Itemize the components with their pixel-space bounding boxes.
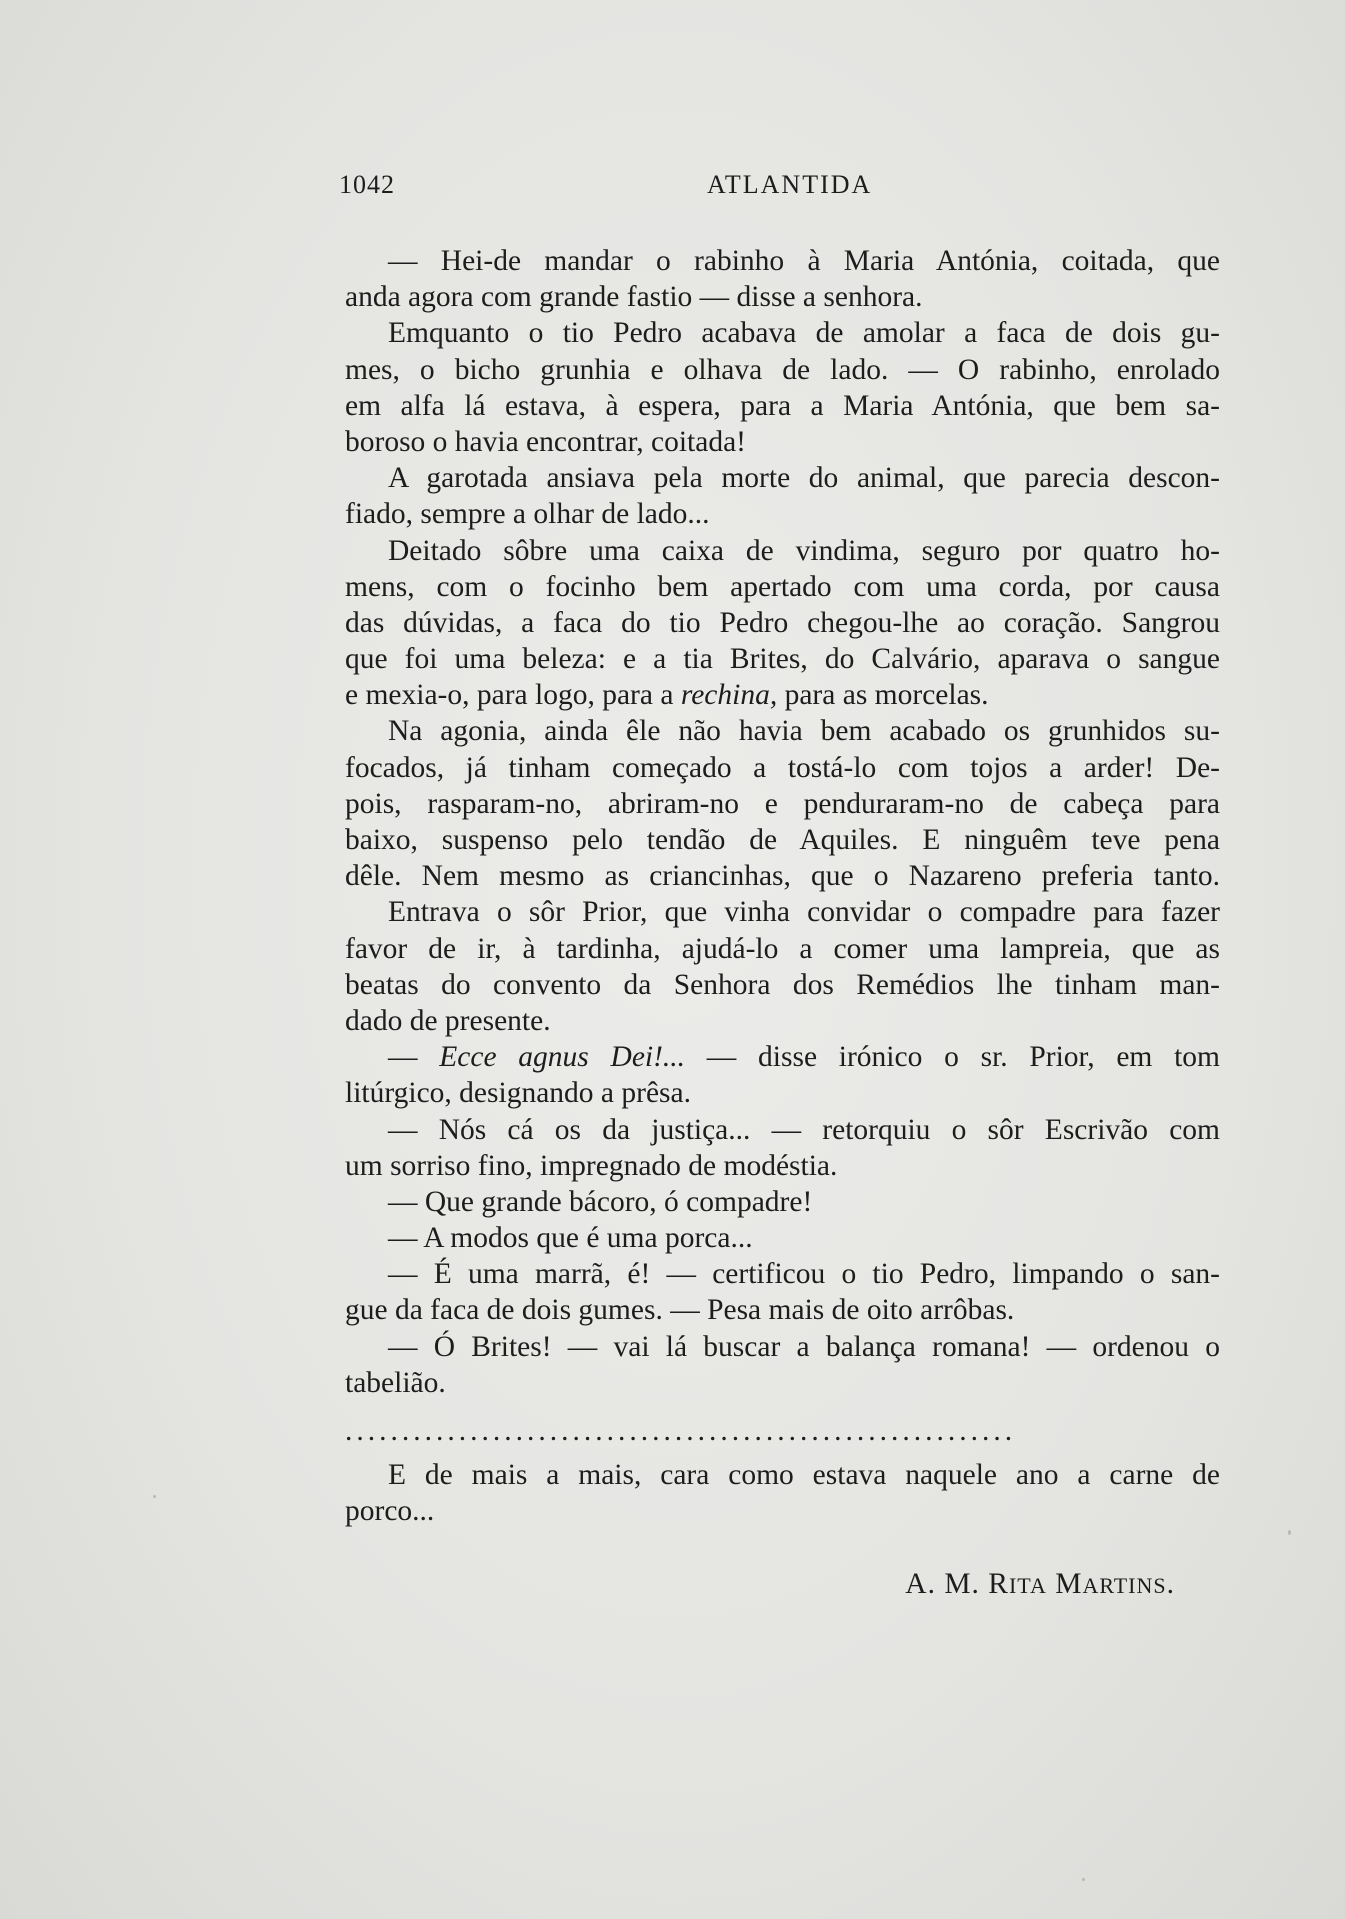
article-body [345, 243, 1220, 1602]
signature-part: . [1166, 1567, 1175, 1600]
text-line: — Ó Brites! — vai lá buscar a balança romana! — ordenou o [388, 1330, 1220, 1363]
dotted-separator: ........................................................... [345, 1415, 1017, 1447]
text-line: tabelião. [345, 1366, 446, 1399]
text-segment: e mexia-o, para logo, para a [345, 679, 681, 712]
text-line: — Que grande bácoro, ó compadre! [388, 1185, 813, 1218]
text-line [345, 1039, 1220, 1075]
paper-speck [153, 1495, 156, 1498]
text-line: Na agonia, ainda êle não havia bem acabado os grunhidos su- [388, 715, 1220, 748]
text-line: litúrgico, designando a prêsa. [345, 1077, 691, 1110]
text-line: anda agora com grande fastio — disse a senhora. [345, 281, 923, 314]
text-line: em alfa lá estava, à espera, para a Maria Antónia, que bem sa- [345, 389, 1220, 422]
text-segment: para as morcelas. [777, 679, 989, 712]
text-line: Entrava o sôr Prior, que vinha convidar o compadre para fazer [388, 896, 1220, 929]
text-line: dado de presente. [345, 1004, 551, 1037]
text-line: — É uma marrã, é! — certificou o tio Pedro, limpando o san- [388, 1258, 1220, 1291]
italic-word: rechina, [680, 679, 778, 712]
text-line: focados, já tinham começado a tostá-lo com tojos a arder! De- [345, 751, 1220, 784]
text-line: Deitado sôbre uma caixa de vindima, seguro por quatro ho- [388, 534, 1220, 567]
text-line: fiado, sempre a olhar de lado... [345, 498, 710, 531]
text-line: favor de ir, à tardinha, ajudá-lo a comer uma lampreia, que as [345, 932, 1220, 965]
text-line: dêle. Nem mesmo as criancinhas, que o Nazareno preferia tanto. [345, 860, 1220, 893]
paper-speck [1288, 1530, 1291, 1535]
text-line: das dúvidas, a faca do tio Pedro chegou-lhe ao coração. Sangrou [345, 606, 1220, 639]
signature-part: A. M. R [905, 1567, 1009, 1600]
running-title: ATLANTIDA [707, 170, 873, 199]
text-line: A garotada ansiava pela morte do animal, que parecia descon- [388, 462, 1220, 495]
text-line: mes, o bicho grunhia e olhava de lado. — O rabinho, enrolado [345, 353, 1220, 386]
text-line: que foi uma beleza: e a tia Brites, do Calvário, aparava o sangue [345, 643, 1220, 676]
text-line: mens, com o focinho bem apertado com uma corda, por causa [345, 570, 1220, 603]
text-line: — Hei-de mandar o rabinho à Maria Antónia, coitada, que [388, 245, 1220, 277]
paper-speck [1082, 1878, 1085, 1881]
text-line: Emquanto o tio Pedro acabava de amolar a faca de dois gu- [388, 317, 1220, 350]
page-header [339, 170, 1220, 210]
italic-latin-phrase: Ecce agnus Dei!... [439, 1041, 686, 1074]
text-line: gue da faca de dois gumes. — Pesa mais de oito arrôbas. [345, 1294, 1015, 1327]
text-line: um sorriso fino, impregnado de modéstia. [345, 1149, 838, 1182]
text-line: boroso o havia encontrar, coitada! [345, 425, 747, 458]
text-line: — Nós cá os da justiça... — retorquiu o sôr Escrivão com [388, 1113, 1220, 1146]
signature-smallcaps: ITA [1008, 1572, 1047, 1598]
text-segment: — [388, 1041, 440, 1074]
text-line: E de mais a mais, cara como estava naquele ano a carne de [388, 1459, 1220, 1492]
text-segment: — disse irónico o sr. Prior, em tom [685, 1041, 1220, 1074]
page-number: 1042 [339, 170, 395, 199]
author-signature [345, 1566, 1220, 1602]
signature-smallcaps: ARTINS [1082, 1572, 1167, 1598]
text-line: — A modos que é uma porca... [388, 1222, 753, 1255]
signature-part: M [1046, 1567, 1083, 1600]
text-line: baixo, suspenso pelo tendão de Aquiles. E ninguêm teve pena [345, 824, 1220, 856]
text-line: pois, rasparam-no, abriram-no e penduraram-no de cabeça para [345, 787, 1220, 820]
text-line: porco... [345, 1495, 435, 1528]
text-line [345, 677, 1220, 713]
text-line: beatas do convento da Senhora dos Remédios lhe tinham man- [345, 968, 1220, 1001]
